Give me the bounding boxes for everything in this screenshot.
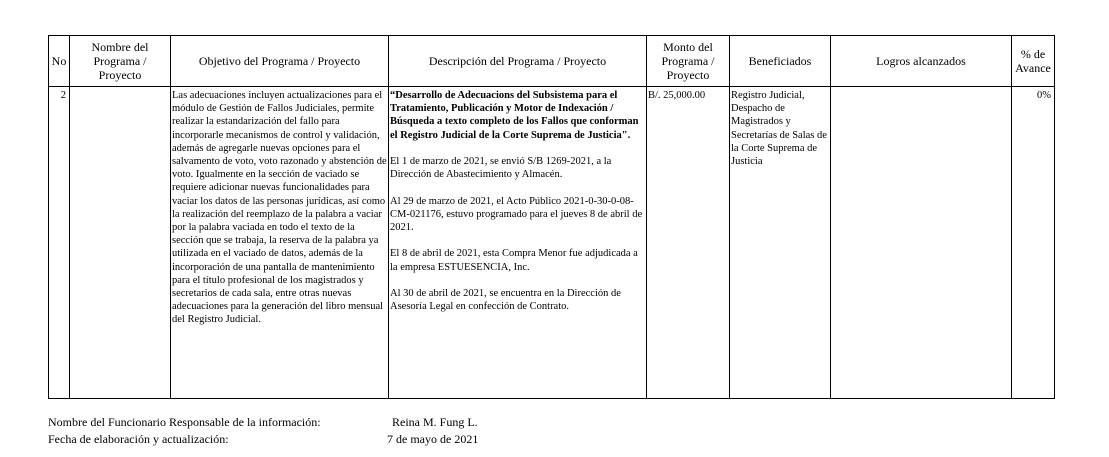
responsable-label: Nombre del Funcionario Responsable de la información: (48, 415, 321, 429)
header-beneficiados: Beneficiados (730, 36, 831, 87)
descripcion-paragraph: El 1 de marzo de 2021, se envió S/B 1269-2021, a la Dirección de Abastecimiento y Almacén. (390, 156, 612, 181)
header-avance: % de Avance (1012, 36, 1055, 87)
cell-descripcion (389, 87, 647, 399)
footer (48, 415, 548, 449)
cell-monto: B/. 25,000.00 (647, 87, 730, 399)
table-row (49, 87, 1055, 399)
cell-beneficiados: Registro Judicial, Despacho de Magistrados y Secretarías de Salas de la Corte Suprema de Justicia (730, 87, 831, 399)
header-no: No (49, 36, 70, 87)
fecha-value: 7 de mayo de 2021 (387, 432, 479, 446)
descripcion-title: “Desarrollo de Adecuacions del Subsistema para el Tratamiento, Publicación y Motor de Indexación / Búsqueda a texto completo de los Fallos que conforman el Registro Judicial de la Corte Suprema de Justicia". (390, 90, 639, 141)
header-row (49, 36, 1055, 87)
cell-nombre (70, 87, 171, 399)
cell-avance: 0% (1012, 87, 1055, 399)
cell-objetivo: Las adecuaciones incluyen actualizaciones para el módulo de Gestión de Fallos Judiciales, permite realizar la estandarización del fallo para incorporarle mecanismos de control y validación, además de agregarle nuevas opciones para el salvamento de voto, voto razonado y abstención de voto. Igualmente en la sección de vaciado se requiere adicionar nuevas funcionalidades para vaciar los datos de las personas jurídicas, así como la realización del reemplazo de la palabra a vaciar por la palabra vaciada en todo el texto de la sección que se trabaja, la reserva de la palabra ya utilizada en el vaciado de datos, además de la incorporación de una pantalla de mantenimiento para el título profesional de los magistrados y secretarios de cada sala, entre otras nuevas adecuaciones para la generación del libro mensual del Registro Judicial. (171, 87, 389, 399)
header-logros: Logros alcanzados (831, 36, 1012, 87)
cell-logros (831, 87, 1012, 399)
header-descripcion: Descripción del Programa / Proyecto (389, 36, 647, 87)
header-monto: Monto del Programa / Proyecto (647, 36, 730, 87)
header-objetivo: Objetivo del Programa / Proyecto (171, 36, 389, 87)
report-table (48, 35, 1055, 399)
cell-no: 2 (49, 87, 70, 399)
responsable-value: Reina M. Fung L. (392, 415, 478, 429)
descripcion-paragraph: Al 30 de abril de 2021, se encuentra en la Dirección de Asesoría Legal en confección de Contrato. (390, 287, 621, 313)
descripcion-paragraph: El 8 de abril de 2021, esta Compra Menor fue adjudicada a la empresa ESTUESENCIA, Inc. (390, 248, 638, 273)
header-nombre: Nombre del Programa / Proyecto (70, 36, 171, 87)
descripcion-paragraph: Al 29 de marzo de 2021, el Acto Público 2021-0-30-0-08-CM-021176, estuvo programado para el jueves 8 de abril de 2021. (390, 195, 643, 233)
fecha-label: Fecha de elaboración y actualización: (48, 432, 229, 446)
